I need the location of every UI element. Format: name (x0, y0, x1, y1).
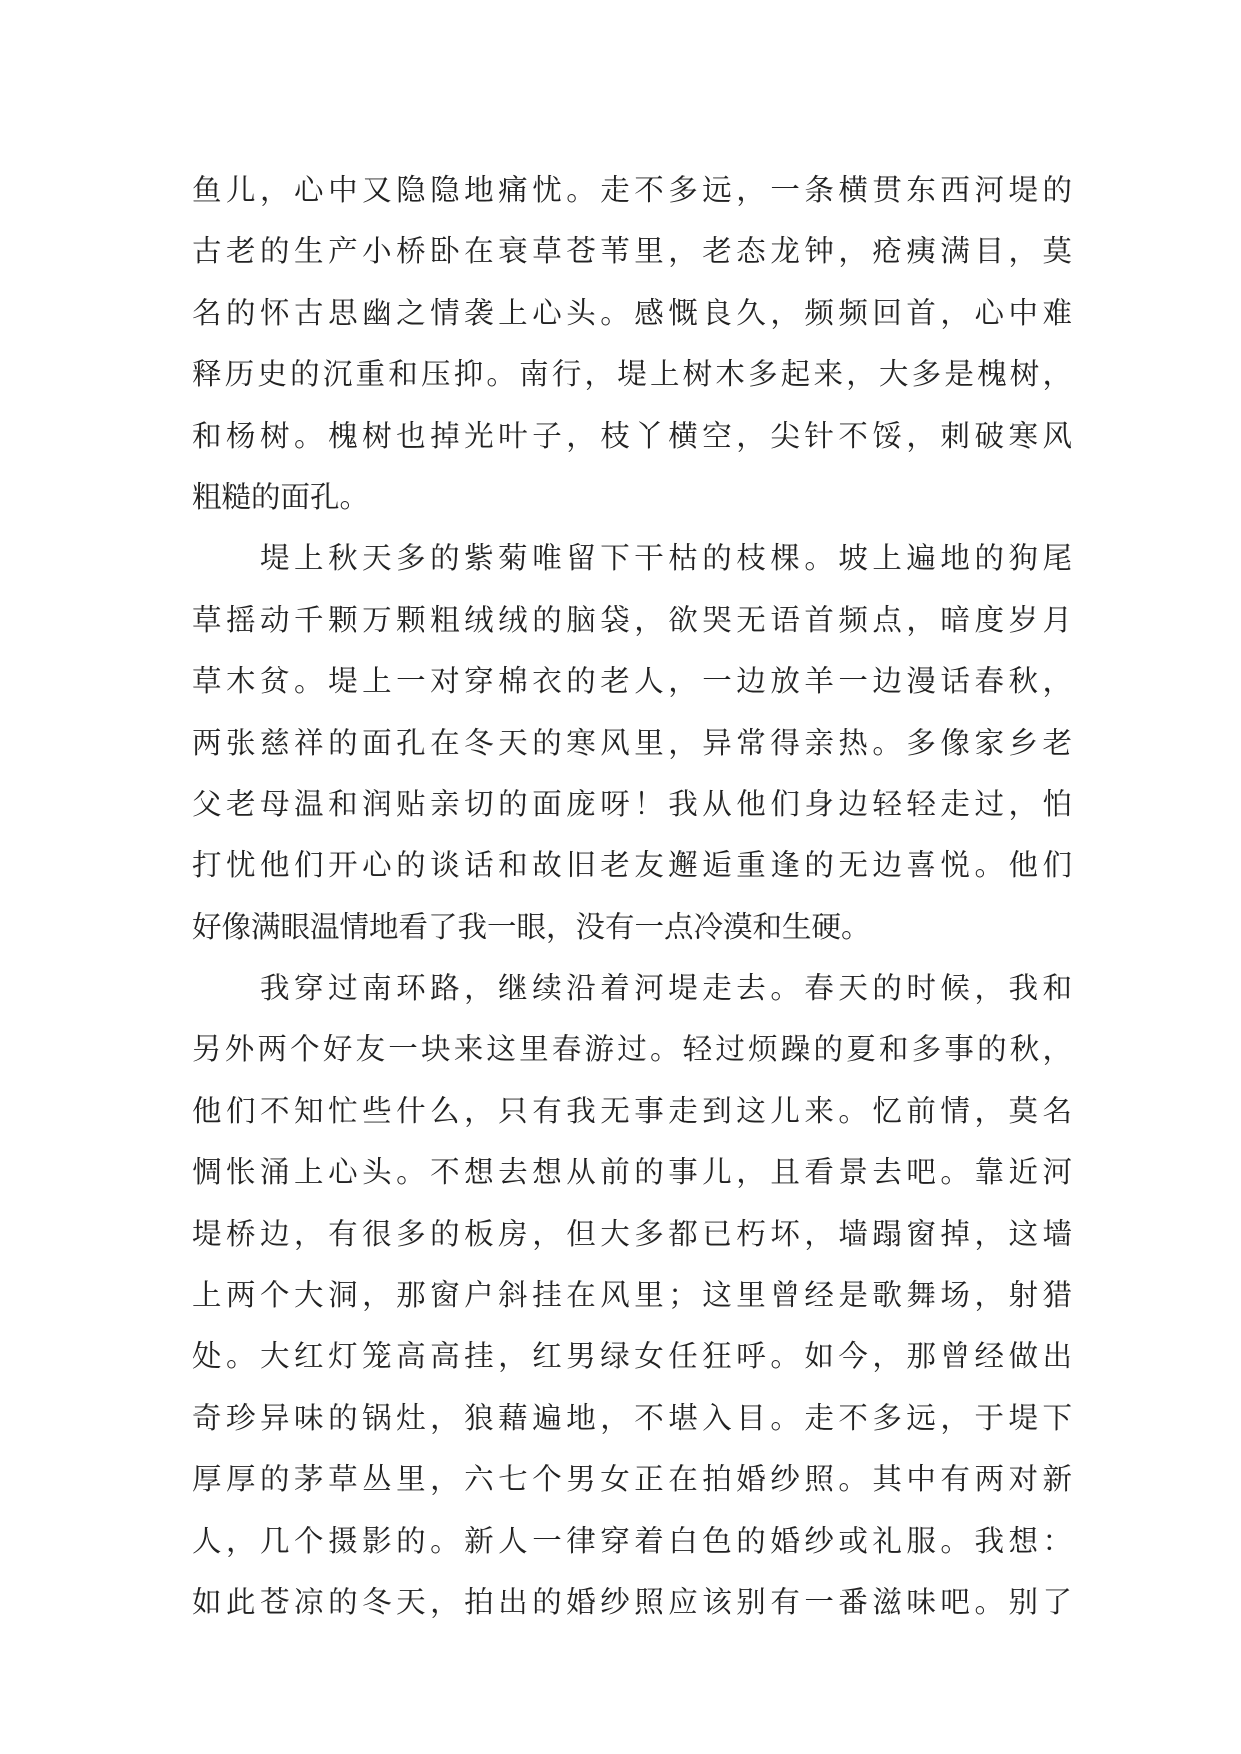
text-line: 如此苍凉的冬天，拍出的婚纱照应该别有一番滋味吧。别了 (192, 1584, 1072, 1619)
text-line: 父老母温和润贴亲切的面庞呀！我从他们身边轻轻走过，怕 (192, 786, 1072, 821)
text-line: 好像满眼温情地看了我一眼，没有一点冷漠和生硬。 (192, 909, 871, 944)
text-line: 粗糙的面孔。 (192, 479, 370, 514)
text-line: 草摇动千颗万颗粗绒绒的脑袋，欲哭无语首频点，暗度岁月 (192, 602, 1072, 637)
text-line: 草木贫。堤上一对穿棉衣的老人，一边放羊一边漫话春秋， (192, 664, 1072, 699)
text-line: 堤上秋天多的紫菊唯留下干枯的枝棵。坡上遍地的狗尾 (192, 541, 1072, 576)
paragraph-3 (192, 958, 1072, 1633)
text-line: 处。大红灯笼高高挂，红男绿女任狂呼。如今，那曾经做出 (192, 1339, 1072, 1374)
document-body (192, 160, 1072, 1633)
text-line: 另外两个好友一块来这里春游过。轻过烦躁的夏和多事的秋， (192, 1032, 1072, 1067)
text-line: 上两个大洞，那窗户斜挂在风里；这里曾经是歌舞场，射猎 (192, 1278, 1072, 1313)
text-line: 奇珍异味的锅灶，狼藉遍地，不堪入目。走不多远，于堤下 (192, 1400, 1072, 1435)
text-line: 两张慈祥的面孔在冬天的寒风里，异常得亲热。多像家乡老 (192, 725, 1072, 760)
text-line: 他们不知忙些什么，只有我无事走到这儿来。忆前情，莫名 (192, 1093, 1072, 1128)
text-line: 厚厚的茅草丛里，六七个男女正在拍婚纱照。其中有两对新 (192, 1462, 1072, 1497)
text-line: 和杨树。槐树也掉光叶子，枝丫横空，尖针不馁，刺破寒风 (192, 418, 1072, 453)
text-line: 鱼儿，心中又隐隐地痛忧。走不多远，一条横贯东西河堤的 (192, 173, 1072, 207)
text-line: 惆怅涌上心头。不想去想从前的事儿，且看景去吧。靠近河 (192, 1155, 1072, 1190)
text-line: 堤桥边，有很多的板房，但大多都已朽坏，墙蹋窗掉，这墙 (192, 1216, 1072, 1251)
text-line: 释历史的沉重和压抑。南行，堤上树木多起来，大多是槐树， (192, 357, 1072, 392)
text-line: 古老的生产小桥卧在衰草苍苇里，老态龙钟，疮痍满目，莫 (192, 234, 1072, 269)
text-line: 人，几个摄影的。新人一律穿着白色的婚纱或礼服。我想： (192, 1523, 1072, 1558)
text-line: 名的怀古思幽之情袭上心头。感慨良久，频频回首，心中难 (192, 295, 1072, 330)
paragraph-1 (192, 160, 1072, 528)
text-line: 我穿过南环路，继续沿着河堤走去。春天的时候，我和 (192, 971, 1072, 1006)
paragraph-2 (192, 528, 1072, 958)
text-line: 打忧他们开心的谈话和故旧老友邂逅重逢的无边喜悦。他们 (192, 848, 1072, 883)
